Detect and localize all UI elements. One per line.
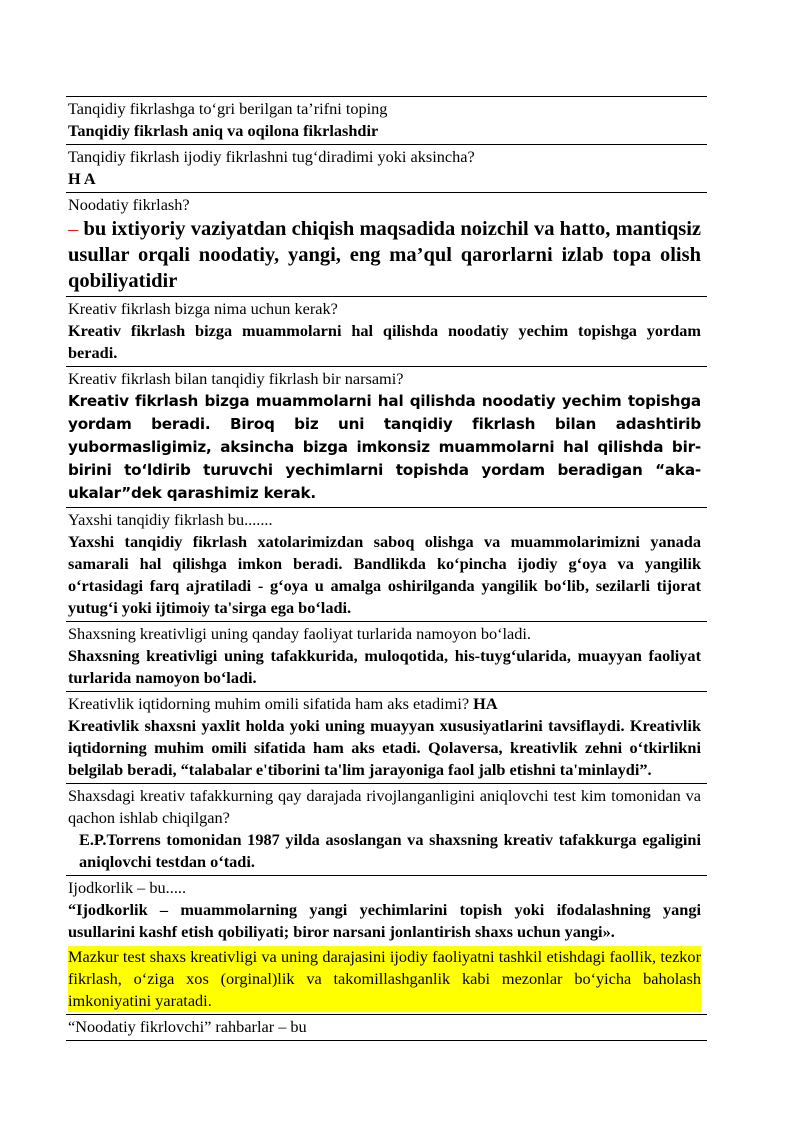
qa-row-9	[66, 783, 707, 875]
answer-text: Kreativ fikrlash bizga muammolarni hal qilishda noodatiy yechim topishga yordam beradi.	[68, 321, 701, 362]
answer-text: Kreativ fikrlash bizga muammolarni hal qilishda noodatiy yechim topishga yordam beradi. Biroq biz uni tanqidiy fikrlash bilan adashtirib yubormasligimiz, aksincha bizga imkonsiz muammolarni hal qilishda bir-birini to‘ldirib turuvchi yechimlarni topishda yordam beradigan “aka-ukalar”dek qarashimiz kerak.	[68, 392, 701, 502]
qa-row-2	[66, 144, 707, 192]
qa-row-8	[66, 691, 707, 783]
question-answer-inline: HA	[473, 694, 498, 713]
answer-text: Yaxshi tanqidiy fikrlash xatolarimizdan saboq olishga va muammolarimizni yanada samarali hal qilishga imkon beradi. Bandlikda ko‘pincha ijodiy g‘oya va yangilik o‘rtasidagi farq ajratiladi - g‘oya u amalga oshirilganda yangilik bo‘lib, sezilarli tijorat yutug‘i yoki ijtimoiy ta'sirga ega bo‘ladi.	[68, 532, 701, 617]
qa-row-3	[66, 192, 707, 296]
question-text: Tanqidiy fikrlashga to‘gri berilgan ta’rifni toping	[68, 99, 388, 118]
qa-row-11	[66, 1014, 707, 1041]
answer-text: Kreativlik shaxsni yaxlit holda yoki uning muayyan xususiyatlarini tavsiflaydi. Kreativlik iqtidorning muhim omili sifatida ham aks etadi. Qolaversa, kreativlik zehni o‘tkirlikni belgilab beradi, “talabalar e'tiborini ta'lim jarayoniga faol jalb etishni ta'minlaydi”.	[68, 716, 701, 779]
answer-text: “Ijodkorlik – muammolarning yangi yechimlarini topish yoki ifodalashning yangi usullarini kashf etish qobiliyati; biror narsani jonlantirish shaxs uchun yangi».	[68, 900, 701, 941]
question-text: Shaxsdagi kreativ tafakkurning qay darajada rivojlanganligini aniqlovchi test kim tomonidan va qachon ishlab chiqilgan?	[68, 786, 701, 827]
question-text: Shaxsning kreativligi uning qanday faoliyat turlarida namoyon bo‘ladi.	[68, 624, 532, 643]
answer-body: bu ixtiyoriy vaziyatdan chiqish maqsadida noizchil va hatto, mantiqsiz usullar orqali noodatiy, yangi, eng ma’qul qarorlarni izlab topa olish qobiliyatidir	[68, 218, 701, 292]
question-text	[68, 693, 701, 715]
dash-mark: –	[68, 218, 79, 240]
question-text: Ijodkorlik – bu.....	[68, 878, 187, 897]
qa-row-7	[66, 621, 707, 691]
question-text: “Noodatiy fikrlovchi” rahbarlar – bu	[68, 1017, 307, 1036]
answer-text: H A	[68, 169, 96, 188]
highlighted-note: Mazkur test shaxs kreativligi va uning darajasini ijodiy faoliyatni tashkil etishdagi faollik, tezkor fikrlash, o‘ziga xos (orginal)lik va takomillashganlik kabi mezonlar bo‘yicha baholash imkoniyatini yaratadi.	[68, 947, 701, 1010]
question-body: Kreativlik iqtidorning muhim omili sifatida ham aks etadimi?	[68, 694, 474, 713]
question-text: Yaxshi tanqidiy fikrlash bu.......	[68, 510, 273, 529]
qa-row-1	[66, 96, 707, 144]
qa-table	[66, 96, 707, 1041]
qa-row-4	[66, 296, 707, 366]
question-text: Noodatiy fikrlash?	[68, 195, 190, 214]
answer-text: E.P.Torrens tomonidan 1987 yilda asoslangan va shaxsning kreativ tafakkurga egaligini aniqlovchi testdan o‘tadi.	[79, 830, 701, 871]
qa-row-10	[66, 875, 707, 1014]
answer-text	[68, 216, 701, 294]
qa-row-6	[66, 507, 707, 621]
question-text: Kreativ fikrlash bilan tanqidiy fikrlash bir narsami?	[68, 369, 404, 388]
answer-text: Shaxsning kreativligi uning tafakkurida, muloqotida, his-tuyg‘ularida, muayyan faoliyat turlarida namoyon bo‘ladi.	[68, 646, 701, 687]
qa-row-5	[66, 366, 707, 507]
question-text: Tanqidiy fikrlash ijodiy fikrlashni tug‘diradimi yoki aksincha?	[68, 147, 475, 166]
answer-text: Tanqidiy fikrlash aniq va oqilona fikrlashdir	[68, 121, 379, 140]
question-text: Kreativ fikrlash bizga nima uchun kerak?	[68, 299, 338, 318]
